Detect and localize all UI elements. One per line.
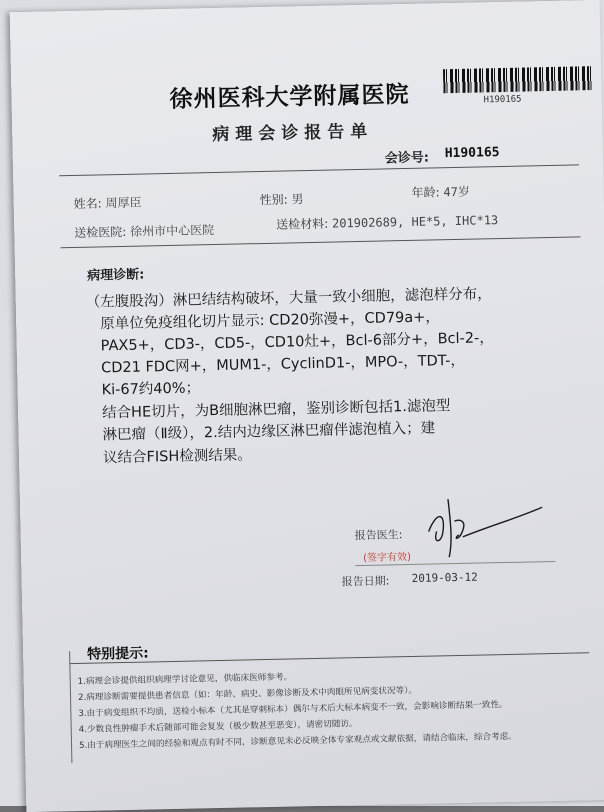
report-paper (10, 0, 604, 812)
hospital-name: 徐州医科大学附属医院 (169, 80, 410, 113)
patient-age (411, 183, 470, 201)
notice-item: 5.由于病理医生之间的经验和观点有时不同，诊断意见未必反映全体专家观点或文献依据，请结合临床，综合考虑。 (78, 731, 517, 751)
form-title: 病理会诊报告单 (212, 121, 374, 146)
hospital-label: 送检医院: (74, 224, 127, 240)
notice-item: 2.病理诊断需要提供患者信息（如：年龄、病史、影像诊断及术中肉眼所见病变状况等）。 (77, 685, 418, 703)
age-label: 年龄: (411, 185, 440, 200)
diagnosis-line: 议结合FISH检测结果。 (102, 447, 252, 467)
consult-no-label: 会诊号: (384, 150, 430, 167)
material-value: 201902689, HE*5, IHC*13 (331, 213, 499, 231)
diagnosis-title: 病理诊断: (87, 267, 145, 284)
patient-sex (259, 190, 303, 208)
submitting-hospital (74, 221, 214, 241)
doctor-label: 报告医生: (354, 528, 403, 543)
submitted-material (276, 211, 498, 233)
diagnosis-line: 淋巴瘤（Ⅱ级），2.结内边缘区淋巴瘤伴滤泡植入；建 (102, 420, 436, 444)
name-label: 姓名: (73, 196, 102, 211)
name-value: 周厚臣 (105, 195, 142, 211)
hospital-value: 徐州市中心医院 (130, 223, 215, 239)
barcode (443, 66, 593, 93)
material-label: 送检材料: (276, 216, 329, 232)
notice-item: 1.病理会诊提供组织病理学讨论意见，供临床医师参考。 (77, 672, 293, 687)
consult-no-value: H190165 (444, 145, 500, 162)
doctor-signature (418, 489, 549, 562)
notice-item: 4.少数良性肿瘤手术后随部可能会复发（极少数甚至恶变），请密切随访。 (78, 719, 358, 735)
diagnosis-line: CD21 FDC网+，MUM1-，CyclinD1-，MPO-，TDT-， (100, 352, 466, 377)
header-rule (59, 164, 579, 176)
sex-value: 男 (291, 192, 304, 207)
patient-name (74, 194, 142, 212)
notice-border-left (69, 651, 72, 763)
signature-stamp: (签字有效) (363, 551, 412, 564)
diagnosis-line: 结合HE切片，为B细胞淋巴瘤，鉴别诊断包括1.滤泡型 (101, 398, 451, 422)
date-value: 2019-03-12 (411, 570, 478, 585)
notice-title: 特别提示: (86, 645, 149, 663)
sex-label: 性别: (259, 192, 288, 208)
date-label: 报告日期: (341, 574, 390, 589)
diagnosis-line: Ki-67约40%； (101, 380, 201, 399)
diagnosis-line: 原单位免疫组化切片显示: CD20弥漫+，CD79a+， (100, 309, 441, 333)
age-value: 47岁 (443, 184, 471, 200)
notice-item: 3.由于病变组织不均质，送检小标本（尤其是穿刺标本）偶尔与术后大标本病变不一致，会影响诊断结果一致性。 (78, 699, 508, 719)
barcode-text: H190165 (483, 94, 522, 106)
diagnosis-line: （左腹股沟）淋巴结结构破坏，大量一致小细胞，滤泡样分布， (85, 286, 492, 311)
diagnosis-line: PAX5+，CD3-，CD5-，CD10灶+，Bcl-6部分+，Bcl-2-， (100, 330, 494, 355)
